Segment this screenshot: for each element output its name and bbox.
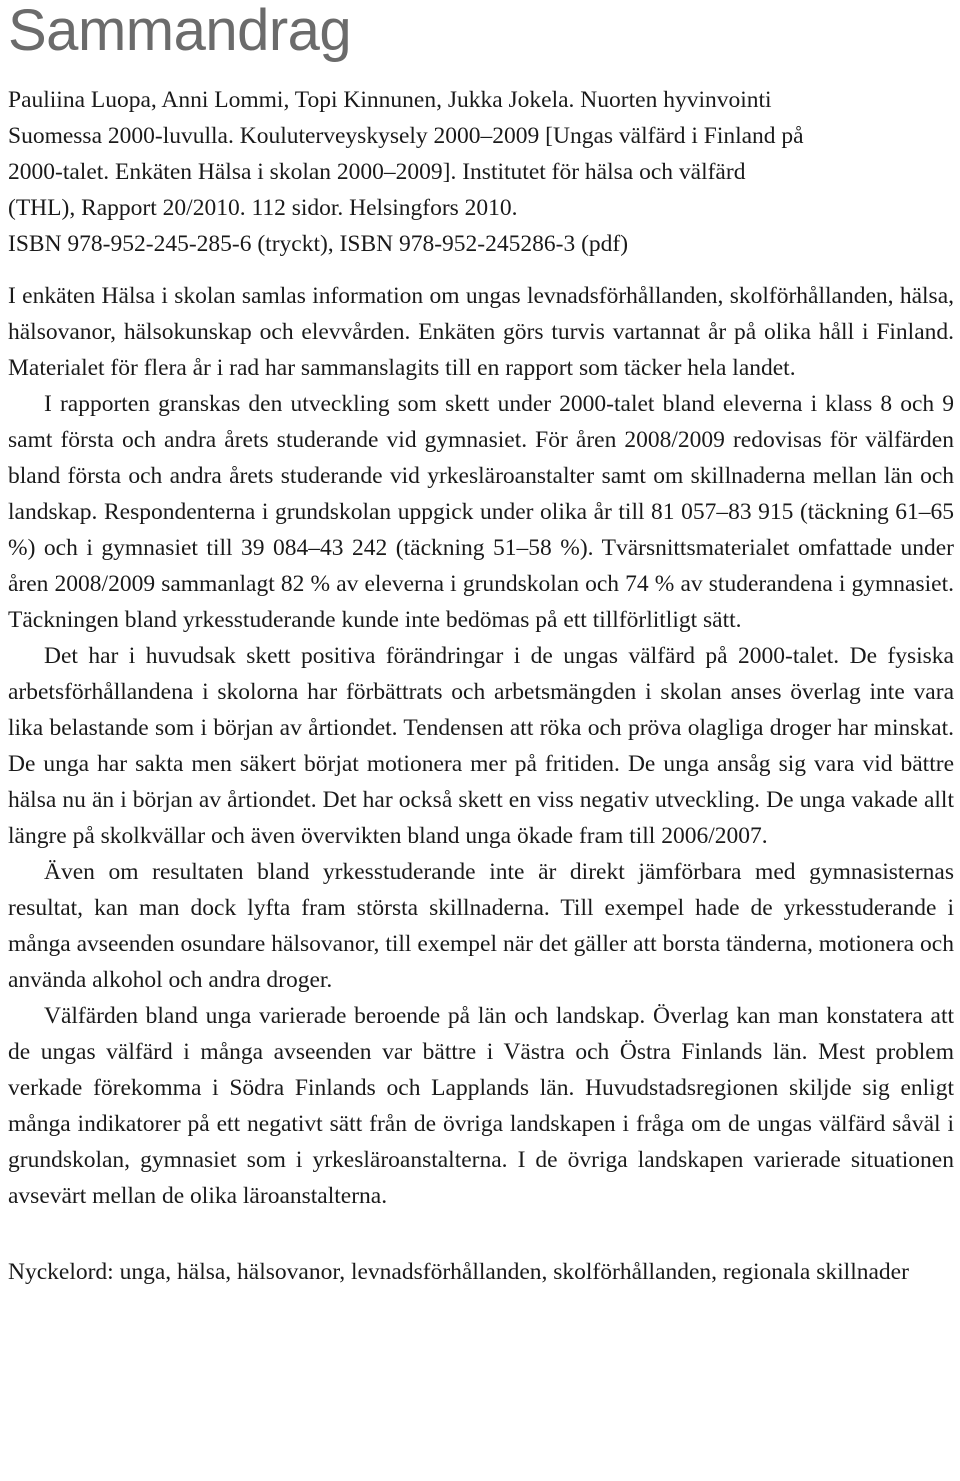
keywords: Nyckelord: unga, hälsa, hälsovanor, levnadsförhållanden, skolförhållanden, regionala skillnader — [8, 1259, 909, 1285]
isbn-line: ISBN 978-952-245-285-6 (tryckt), ISBN 978-952-245286-3 (pdf) — [8, 231, 629, 257]
paragraph-method: I rapporten granskas den utveckling som skett under 2000-talet bland eleverna i klass 8 och 9 samt första och andra årets studerande vid gymnasiet. För åren 2008/2009 redovisas för välfärden bland första och andra årets studerande vid yrkesläroanstalter samt om skillnaderna mellan län och landskap. Respondenterna i grundskolan uppgick under olika år till 81 057–83 915 (täckning 61–65 %) och i gymnasiet till 39 084–43 242 (täckning 51–58 %). Tvärsnittsmaterialet omfattade under åren 2008/2009 sammanlagt 82 % av eleverna i grundskolan och 74 % av studerandena i gymnasiet. Täckningen bland yrkesstuderande kunde inte bedömas på ett tillförlitligt sätt. — [8, 391, 954, 633]
citation-line: Pauliina Luopa, Anni Lommi, Topi Kinnunen, Jukka Jokela. Nuorten hyvinvointi — [8, 87, 772, 113]
paragraph-trends: Det har i huvudsak skett positiva förändringar i de ungas välfärd på 2000-talet. De fysiska arbetsförhållandena i skolorna har förbättrats och arbetsmängden i skolan anses överlag inte vara lika belastande som i början av årtiondet. Tendensen att röka och pröva olagliga droger har minskat. De unga har sakta men säkert börjat motionera mer på fritiden. De unga ansåg sig vara vid bättre hälsa nu än i början av årtiondet. Det har också skett en viss negativ utveckling. De unga vakade allt längre på skolkvällar och även övervikten bland unga ökade fram till 2006/2007. — [8, 643, 954, 849]
citation-block — [8, 82, 954, 262]
citation-line: 2000-talet. Enkäten Hälsa i skolan 2000–2009]. Institutet för hälsa och välfärd — [8, 159, 746, 185]
citation-line: Suomessa 2000-luvulla. Kouluterveyskysely 2000–2009 [Ungas välfärd i Finland på — [8, 123, 804, 149]
paragraph-intro: I enkäten Hälsa i skolan samlas information om ungas levnadsförhållanden, skolförhållanden, hälsa, hälsovanor, hälsokunskap och elevvården. Enkäten görs turvis vartannat år på olika håll i Finland. Materialet för flera år i rad har sammanslagits till en rapport som täcker hela landet. — [8, 283, 954, 381]
document-page — [8, 0, 954, 1288]
summary-body — [8, 278, 954, 1214]
citation-line: (THL), Rapport 20/2010. 112 sidor. Helsingfors 2010. — [8, 195, 518, 221]
paragraph-vocational: Även om resultaten bland yrkesstuderande inte är direkt jämförbara med gymnasisternas resultat, kan man dock lyfta fram största skillnaderna. Till exempel hade de yrkesstuderande i många avseenden osundare hälsovanor, till exempel när det gäller att borsta tänderna, motionera och använda alkohol och andra droger. — [8, 859, 954, 993]
paragraph-regional: Välfärden bland unga varierade beroende på län och landskap. Överlag kan man konstatera att de ungas välfärd i många avseenden var bättre i Västra och Östra Finlands län. Mest problem verkade förekomma i Södra Finlands och Lapplands län. Huvudstadsregionen skiljde sig enligt många indikatorer på ett negativt sätt från de övriga landskapen i fråga om de ungas välfärd såväl i grundskolan, gymnasiet som i yrkesläroanstalterna. I de övriga landskapen varierade situationen avsevärt mellan de olika läroanstalterna. — [8, 1003, 954, 1209]
page-title: Sammandrag — [8, 0, 352, 63]
